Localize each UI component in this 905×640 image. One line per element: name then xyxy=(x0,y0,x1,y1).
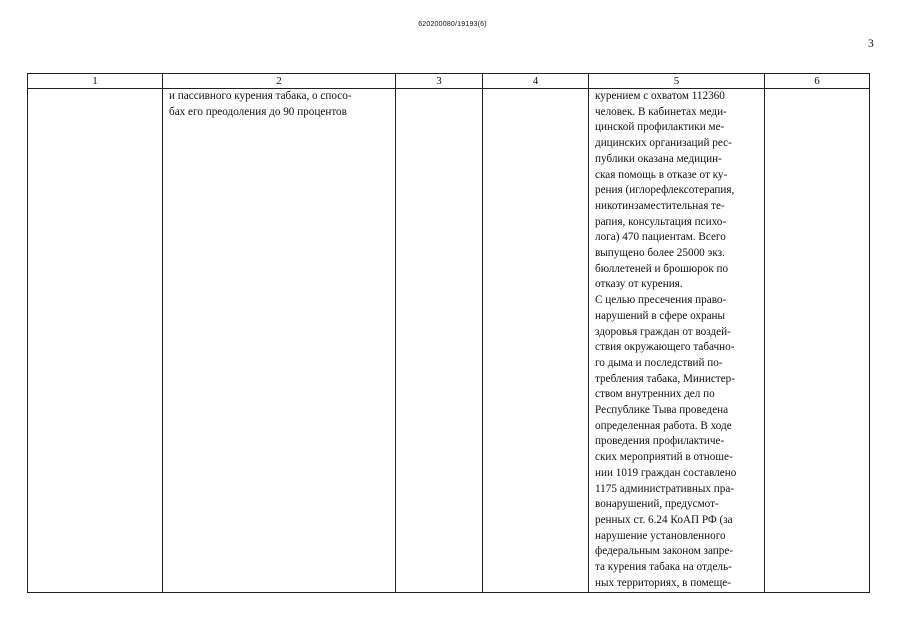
text-line: никотинзаместительная те- xyxy=(595,199,725,212)
column-header-5: 5 xyxy=(589,74,765,89)
column-header-4: 4 xyxy=(483,74,589,89)
text-line: ствия окружающего табачно- xyxy=(595,341,735,354)
text-line: нии 1019 граждан составлено xyxy=(595,466,737,479)
page-number: 3 xyxy=(868,38,874,50)
text-line: человек. В кабинетах меди- xyxy=(595,105,727,118)
text-line: проведения профилактиче- xyxy=(595,435,725,448)
text-line: вонарушений, предусмот- xyxy=(595,498,719,511)
column-header-2: 2 xyxy=(163,74,396,89)
text-line: ством внутренних дел по xyxy=(595,388,715,401)
text-line: публики оказана медицин- xyxy=(595,152,722,165)
text-line: и пассивного курения табака, о спосо- xyxy=(169,90,352,102)
text-line: лога) 470 пациентам. Всего xyxy=(595,231,726,244)
column-header-1: 1 xyxy=(28,74,163,89)
text-line: требления табака, Министер- xyxy=(595,372,735,385)
text-line: выпущено более 25000 экз. xyxy=(595,247,725,260)
text-line: цинской профилактики ме- xyxy=(595,121,725,134)
text-line: та курения табака на отдель- xyxy=(595,561,732,574)
cell-col-5 xyxy=(589,89,765,593)
text-line: Республике Тыва проведена xyxy=(595,404,729,417)
text-line: нарушений в сфере охраны xyxy=(595,309,726,322)
text-line: ных территориях, в помеще- xyxy=(595,576,731,589)
cell-col-2-text xyxy=(163,89,395,120)
document-table xyxy=(27,73,870,593)
cell-col-3 xyxy=(396,89,483,593)
text-line: 1175 административных пра- xyxy=(595,482,735,495)
cell-col-1 xyxy=(28,89,163,593)
text-line: рапия, консультация психо- xyxy=(595,215,727,228)
text-line: ренных ст. 6.24 КоАП РФ (за xyxy=(595,513,733,526)
text-line: здоровья граждан от воздей- xyxy=(595,325,731,338)
text-line: ская помощь в отказе от ку- xyxy=(595,168,728,181)
text-line: отказу от курения. xyxy=(595,278,683,291)
text-line: федеральным законом запре- xyxy=(595,545,734,558)
cell-col-4 xyxy=(483,89,589,593)
text-line: ских мероприятий в отноше- xyxy=(595,451,733,464)
text-line: бах его преодоления до 90 процентов xyxy=(169,105,347,118)
document-id: 620200080/19193(6) xyxy=(418,21,487,28)
cell-col-6 xyxy=(765,89,870,593)
text-line: рения (иглорефлексотерапия, xyxy=(595,184,735,197)
text-line: нарушение установленного xyxy=(595,529,726,542)
text-line: бюллетеней и брошюрок по xyxy=(595,262,729,275)
column-header-6: 6 xyxy=(765,74,870,89)
column-header-3: 3 xyxy=(396,74,483,89)
table-header-row xyxy=(28,74,870,89)
text-line: курением с охватом 112360 xyxy=(595,90,725,102)
table-row xyxy=(28,89,870,593)
text-line: С целью пресечения право- xyxy=(595,294,727,307)
cell-col-5-text xyxy=(589,89,764,592)
text-line: определенная работа. В ходе xyxy=(595,419,732,432)
text-line: дицинских организаций рес- xyxy=(595,137,732,150)
text-line: го дыма и последствий по- xyxy=(595,356,723,369)
cell-col-2 xyxy=(163,89,396,593)
